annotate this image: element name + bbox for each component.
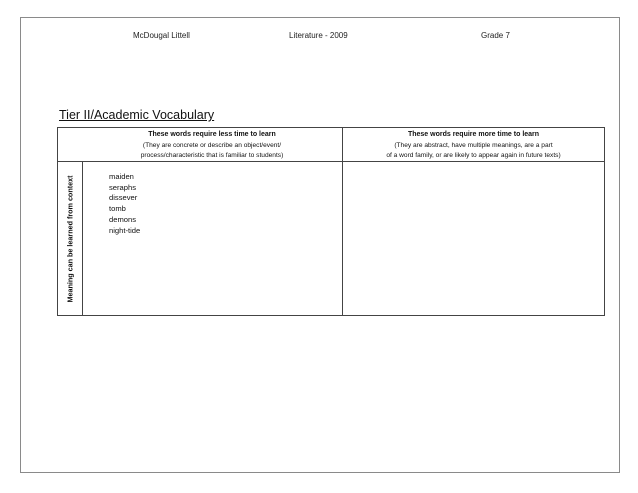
column-desc-more-time-1: (They are abstract, have multiple meanings, are a part xyxy=(394,141,553,149)
word-item: tomb xyxy=(109,204,126,214)
header-publisher: McDougal Littell xyxy=(133,31,190,40)
word-item: night-tide xyxy=(109,225,141,235)
column-header-more-time xyxy=(343,130,604,162)
label-column-divider xyxy=(82,161,83,315)
header-grade: Grade 7 xyxy=(481,31,510,40)
row-label-cell xyxy=(59,163,81,315)
column-heading-less-time: These words require less time to learn xyxy=(148,131,276,138)
header-book: Literature - 2009 xyxy=(289,31,348,40)
vocabulary-table xyxy=(57,127,605,316)
document-page xyxy=(20,17,620,473)
word-item: seraphs xyxy=(109,182,137,192)
column-desc-more-time-2: of a word family, or are likely to appear again in future texts) xyxy=(386,152,561,159)
page-title: Tier II/Academic Vocabulary xyxy=(59,108,215,122)
word-list xyxy=(109,172,140,236)
word-item: demons xyxy=(109,214,137,224)
column-desc-less-time-1: (They are concrete or describe an object/event/ xyxy=(142,141,282,149)
word-item: maiden xyxy=(109,172,134,181)
column-desc-less-time-2: process/characteristic that is familiar to students) xyxy=(140,152,284,159)
row-label: Meaning can be learned from context xyxy=(65,175,75,303)
column-heading-more-time: These words require more time to learn xyxy=(407,131,540,138)
word-item: dissever xyxy=(109,193,138,203)
column-header-less-time xyxy=(82,130,342,162)
